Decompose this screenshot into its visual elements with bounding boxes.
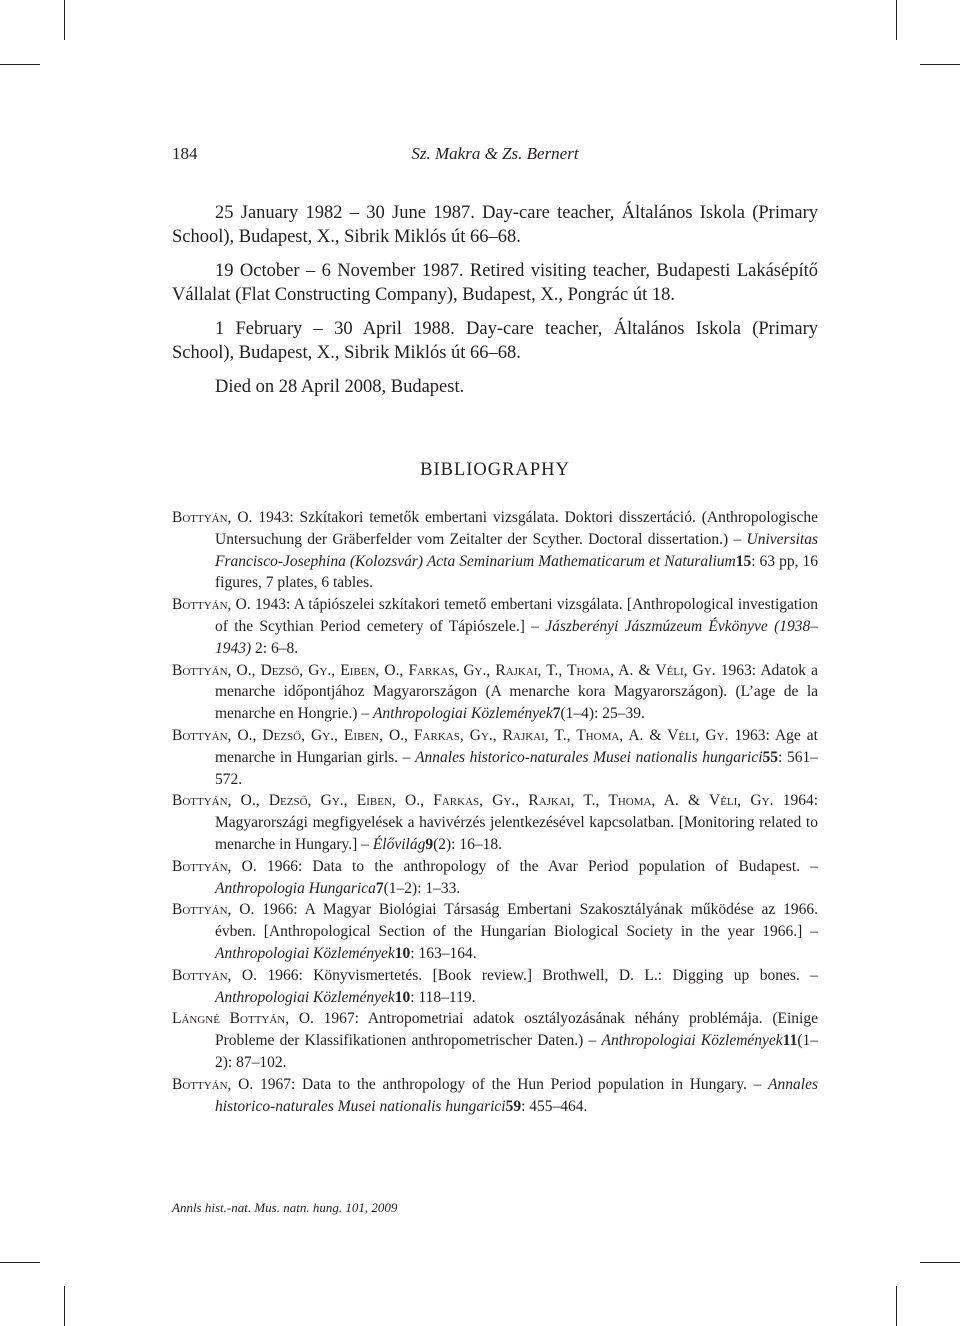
reference-text: 1943: A tápiószelei szkítakori temető embertani vizsgálata. [Anthropological investigation of the Scythian Period cemetery of Tápiószele.] – [215,596,818,635]
reference-entry [172,594,818,659]
reference-entry [172,899,818,964]
reference-authors: Bottyán, O., Dezső, Gy., Eiben, O., Farkas, Gy., Rajkai, T., Thoma, A. & Véli, Gy. [172,661,716,679]
reference-authors: Bottyán, O. [172,966,257,984]
running-head: Sz. Makra & Zs. Bernert [411,144,579,163]
reference-authors: Bottyán, O. [172,596,251,614]
reference-pages: (1–4): 25–39. [560,705,645,723]
reference-pages: : 118–119. [410,988,476,1006]
reference-journal: Anthropologiai Közlemények [215,988,395,1006]
crop-mark-top-left [64,0,65,40]
bio-paragraph: Died on 28 April 2008, Budapest. [215,377,465,397]
reference-entry [172,1008,818,1073]
reference-volume: 15 [735,552,752,570]
reference-volume: 10 [394,944,411,962]
reference-text: 1967: Data to the anthropology of the Hun Period population in Hungary. – [253,1075,769,1093]
reference-authors: Bottyán, O., Dezső, Gy., Eiben, O., Farkas, Gy., Rajkai, T., Thoma, A. & Véli, Gy. [172,726,729,744]
reference-pages: 2: 6–8. [251,639,299,657]
reference-volume: 55 [762,748,779,766]
reference-entry [172,856,818,900]
crop-mark-bottom-left-h [0,1262,40,1263]
reference-journal: Anthropologia Hungarica [215,879,376,897]
crop-mark-top-left-h [0,64,40,65]
reference-text: 1966: Könyvismertetés. [Book review.] Brothwell, D. L.: Digging up bones. – [256,966,818,984]
reference-text: 1963: Adatok a menarche időpontjához Magyarországon (A menarche kora Magyarországon). (L’age de la menarche en Hongrie.) – [215,661,818,723]
crop-mark-top-right-h [920,64,960,65]
bio-paragraph: 1 February – 30 April 1988. Day-care teacher, Általános Iskola (Primary School), Budapest, X., Sibrik Miklós út 66–68. [172,319,818,363]
reference-entry [172,965,818,1009]
bio-paragraph: 19 October – 6 November 1987. Retired visiting teacher, Budapesti Lakásépítő Vállalat (Flat Constructing Company), Budapest, X., Pongrác út 18. [172,261,818,305]
reference-journal: Anthropologiai Közlemények [601,1032,783,1050]
reference-pages: (1–2): 87–102. [215,1032,818,1071]
reference-pages: (1–2): 1–33. [383,879,461,897]
crop-mark-bottom-left [64,1286,65,1326]
bio-paragraph: 25 January 1982 – 30 June 1987. Day-care teacher, Általános Iskola (Primary School), Budapest, X., Sibrik Miklós út 66–68. [172,203,818,247]
crop-mark-bottom-right-h [920,1262,960,1263]
reference-pages: : 163–164. [410,944,477,962]
reference-volume: 9 [425,835,434,853]
reference-text: 1963: Age at menarche in Hungarian girls. – [215,726,818,766]
reference-entry [172,507,818,594]
crop-mark-top-right [896,0,897,40]
reference-journal: Anthropologiai Közlemények [215,944,395,962]
page-header [172,144,818,166]
reference-journal: Universitas Francisco-Josephina (Kolozsvár) Acta Seminarium Mathematicarum et Naturalium [215,530,818,570]
reference-entry [172,790,818,855]
reference-volume: 11 [782,1032,798,1050]
reference-journal: Élővilág [372,835,426,853]
reference-volume: 10 [394,988,411,1006]
reference-authors: Lángné Bottyán, O. [172,1010,314,1028]
journal-footer: Annls hist.-nat. Mus. natn. hung. 101, 2009 [172,1200,398,1215]
reference-journal: Jászberényi Jászmúzeum Évkönyve (1938–1943) [215,617,818,657]
reference-entry [172,725,818,790]
reference-text: 1966: A Magyar Biológiai Társaság Embertani Szakosztályának működése az 1966. évben. [Anthropological Section of the Hungarian Biological Society in the year 1966.] – [215,901,819,941]
reference-authors: Bottyán, O. [172,1075,254,1093]
biography-section [172,201,818,409]
reference-list [172,507,818,1117]
reference-authors: Bottyán, O. [172,857,257,875]
reference-entry [172,1074,818,1118]
reference-authors: Bottyán, O., Dezső, Gy., Eiben, O., Farkas, Gy., Rajkai, T., Thoma, A. & Véli, Gy. [172,792,774,810]
reference-pages: : 63 pp, 16 figures, 7 plates, 6 tables. [215,552,818,592]
reference-authors: Bottyán, O. [172,901,255,919]
crop-mark-bottom-right [896,1286,897,1326]
reference-entry [172,660,818,725]
reference-pages: : 561–572. [215,748,818,788]
reference-text: 1967: Antropometriai adatok osztályozásának néhány problémája. (Einige Probleme der Klassifikationen anthropometrischer Daten.) – [215,1010,818,1050]
page-number: 184 [172,144,198,163]
reference-volume: 59 [505,1097,522,1115]
reference-journal: Annales historico-naturales Musei nationalis hungarici [215,1075,819,1115]
reference-text: 1964: Magyarországi megfigyelések a havivérzés jelentkezésével kapcsolatban. [Monitoring related to menarche in Hungary.] – [215,792,819,853]
bibliography-heading: BIBLIOGRAPHY [420,460,570,480]
reference-pages: : 455–464. [521,1097,588,1115]
reference-pages: (2): 16–18. [433,835,502,853]
reference-journal: Annales historico-naturales Musei nationalis hungarici [415,748,763,766]
reference-journal: Anthropologiai Közlemények [372,705,553,723]
reference-authors: Bottyán, O. [172,509,253,526]
reference-text: 1943: Szkítakori temetők embertani vizsgálata. Doktori disszertáció. (Anthropologische Untersuchung der Gräberfelder vom Zeitalter der Scyther. Doctoral dissertation.) – [215,509,818,548]
reference-volume: 7 [375,879,384,897]
reference-text: 1966: Data to the anthropology of the Avar Period population of Budapest. – [256,857,818,875]
reference-volume: 7 [552,705,561,723]
